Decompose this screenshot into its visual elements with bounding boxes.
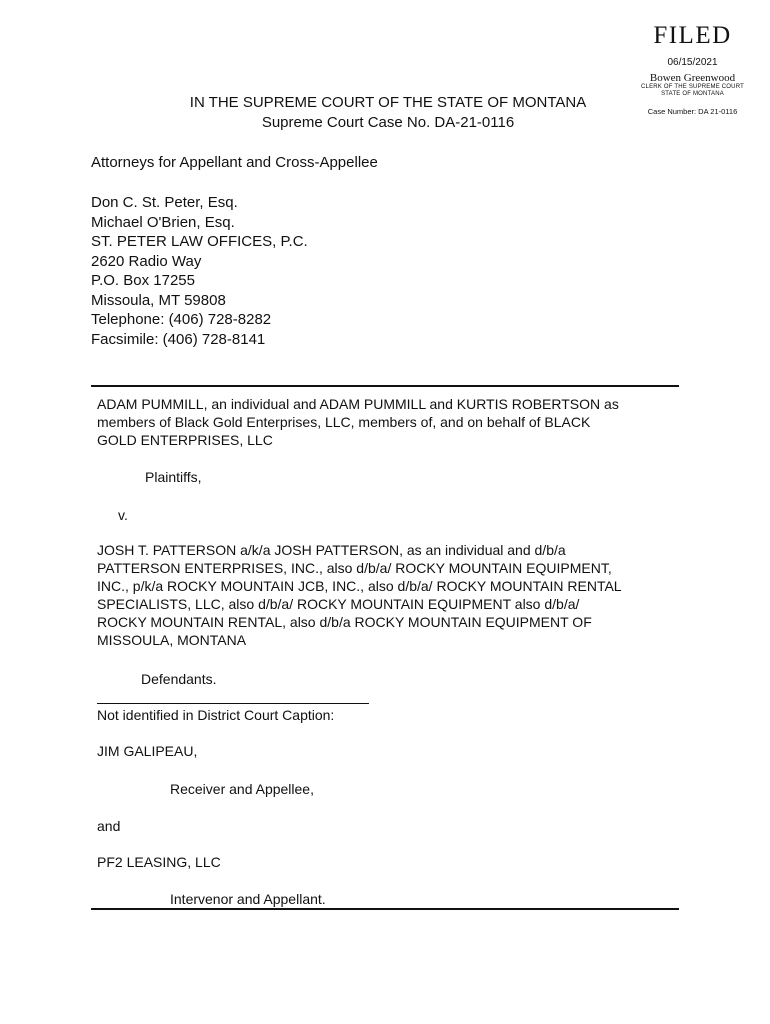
defendants-line: PATTERSON ENTERPRISES, INC., also d/b/a/ ROCKY MOUNTAIN EQUIPMENT,	[97, 560, 612, 576]
counsel-line: 2620 Radio Way	[91, 252, 202, 270]
caption-bottom-rule	[91, 908, 679, 910]
attorneys-for-heading: Attorneys for Appellant and Cross-Appellee	[91, 154, 378, 171]
counsel-line: Missoula, MT 59808	[91, 291, 226, 309]
defendants-line: JOSH T. PATTERSON a/k/a JOSH PATTERSON, as an individual and d/b/a	[97, 542, 566, 558]
defendants-line: MISSOULA, MONTANA	[97, 632, 247, 648]
court-name: IN THE SUPREME COURT OF THE STATE OF MONTANA	[189, 94, 587, 111]
plaintiffs-label: Plaintiffs,	[145, 469, 202, 485]
clerk-state: STATE OF MONTANA	[661, 91, 724, 97]
defendants-line: ROCKY MOUNTAIN RENTAL, also d/b/a ROCKY MOUNTAIN EQUIPMENT OF	[97, 614, 592, 630]
defendants-label: Defendants.	[141, 671, 217, 687]
counsel-line: P.O. Box 17255	[91, 272, 195, 289]
plaintiffs-line: ADAM PUMMILL, an individual and ADAM PUMMILL and KURTIS ROBERTSON as	[97, 396, 619, 412]
counsel-block	[91, 193, 308, 349]
stamp-case-number: Case Number: DA 21-0116	[647, 107, 738, 116]
clerk-title: CLERK OF THE SUPREME COURT	[641, 84, 744, 90]
plaintiffs-line: members of Black Gold Enterprises, LLC, members of, and on behalf of BLACK	[97, 414, 591, 430]
defendants-caption	[97, 541, 677, 649]
plaintiffs-caption	[97, 395, 677, 449]
counsel-line: Telephone: (406) 728-8282	[91, 311, 272, 328]
counsel-line: Michael O'Brien, Esq.	[91, 213, 235, 231]
counsel-line: Facsimile: (406) 728-8141	[91, 330, 266, 348]
counsel-line: Don C. St. Peter, Esq.	[91, 194, 238, 211]
clerk-signature: Bowen Greenwood	[649, 72, 736, 84]
caption-divider	[97, 703, 369, 704]
plaintiffs-line: GOLD ENTERPRISES, LLC	[97, 432, 273, 448]
filed-label: FILED	[653, 22, 732, 49]
and-conjunction: and	[97, 818, 121, 834]
caption-top-rule	[91, 385, 679, 387]
receiver-name: JIM GALIPEAU,	[97, 743, 198, 759]
receiver-role: Receiver and Appellee,	[170, 781, 314, 797]
defendants-line: SPECIALISTS, LLC, also d/b/a/ ROCKY MOUNTAIN EQUIPMENT also d/b/a/	[97, 596, 580, 612]
intervenor-name: PF2 LEASING, LLC	[97, 854, 221, 870]
court-heading	[160, 93, 616, 132]
not-identified-heading: Not identified in District Court Caption:	[97, 707, 335, 723]
defendants-line: INC., p/k/a ROCKY MOUNTAIN JCB, INC., also d/b/a/ ROCKY MOUNTAIN RENTAL	[97, 578, 622, 594]
counsel-line: ST. PETER LAW OFFICES, P.C.	[91, 233, 308, 250]
filed-stamp	[630, 22, 755, 116]
versus-label: v.	[118, 507, 128, 523]
intervenor-role: Intervenor and Appellant.	[170, 891, 326, 907]
filed-date: 06/15/2021	[667, 57, 718, 68]
case-number: Supreme Court Case No. DA-21-0116	[261, 113, 515, 131]
